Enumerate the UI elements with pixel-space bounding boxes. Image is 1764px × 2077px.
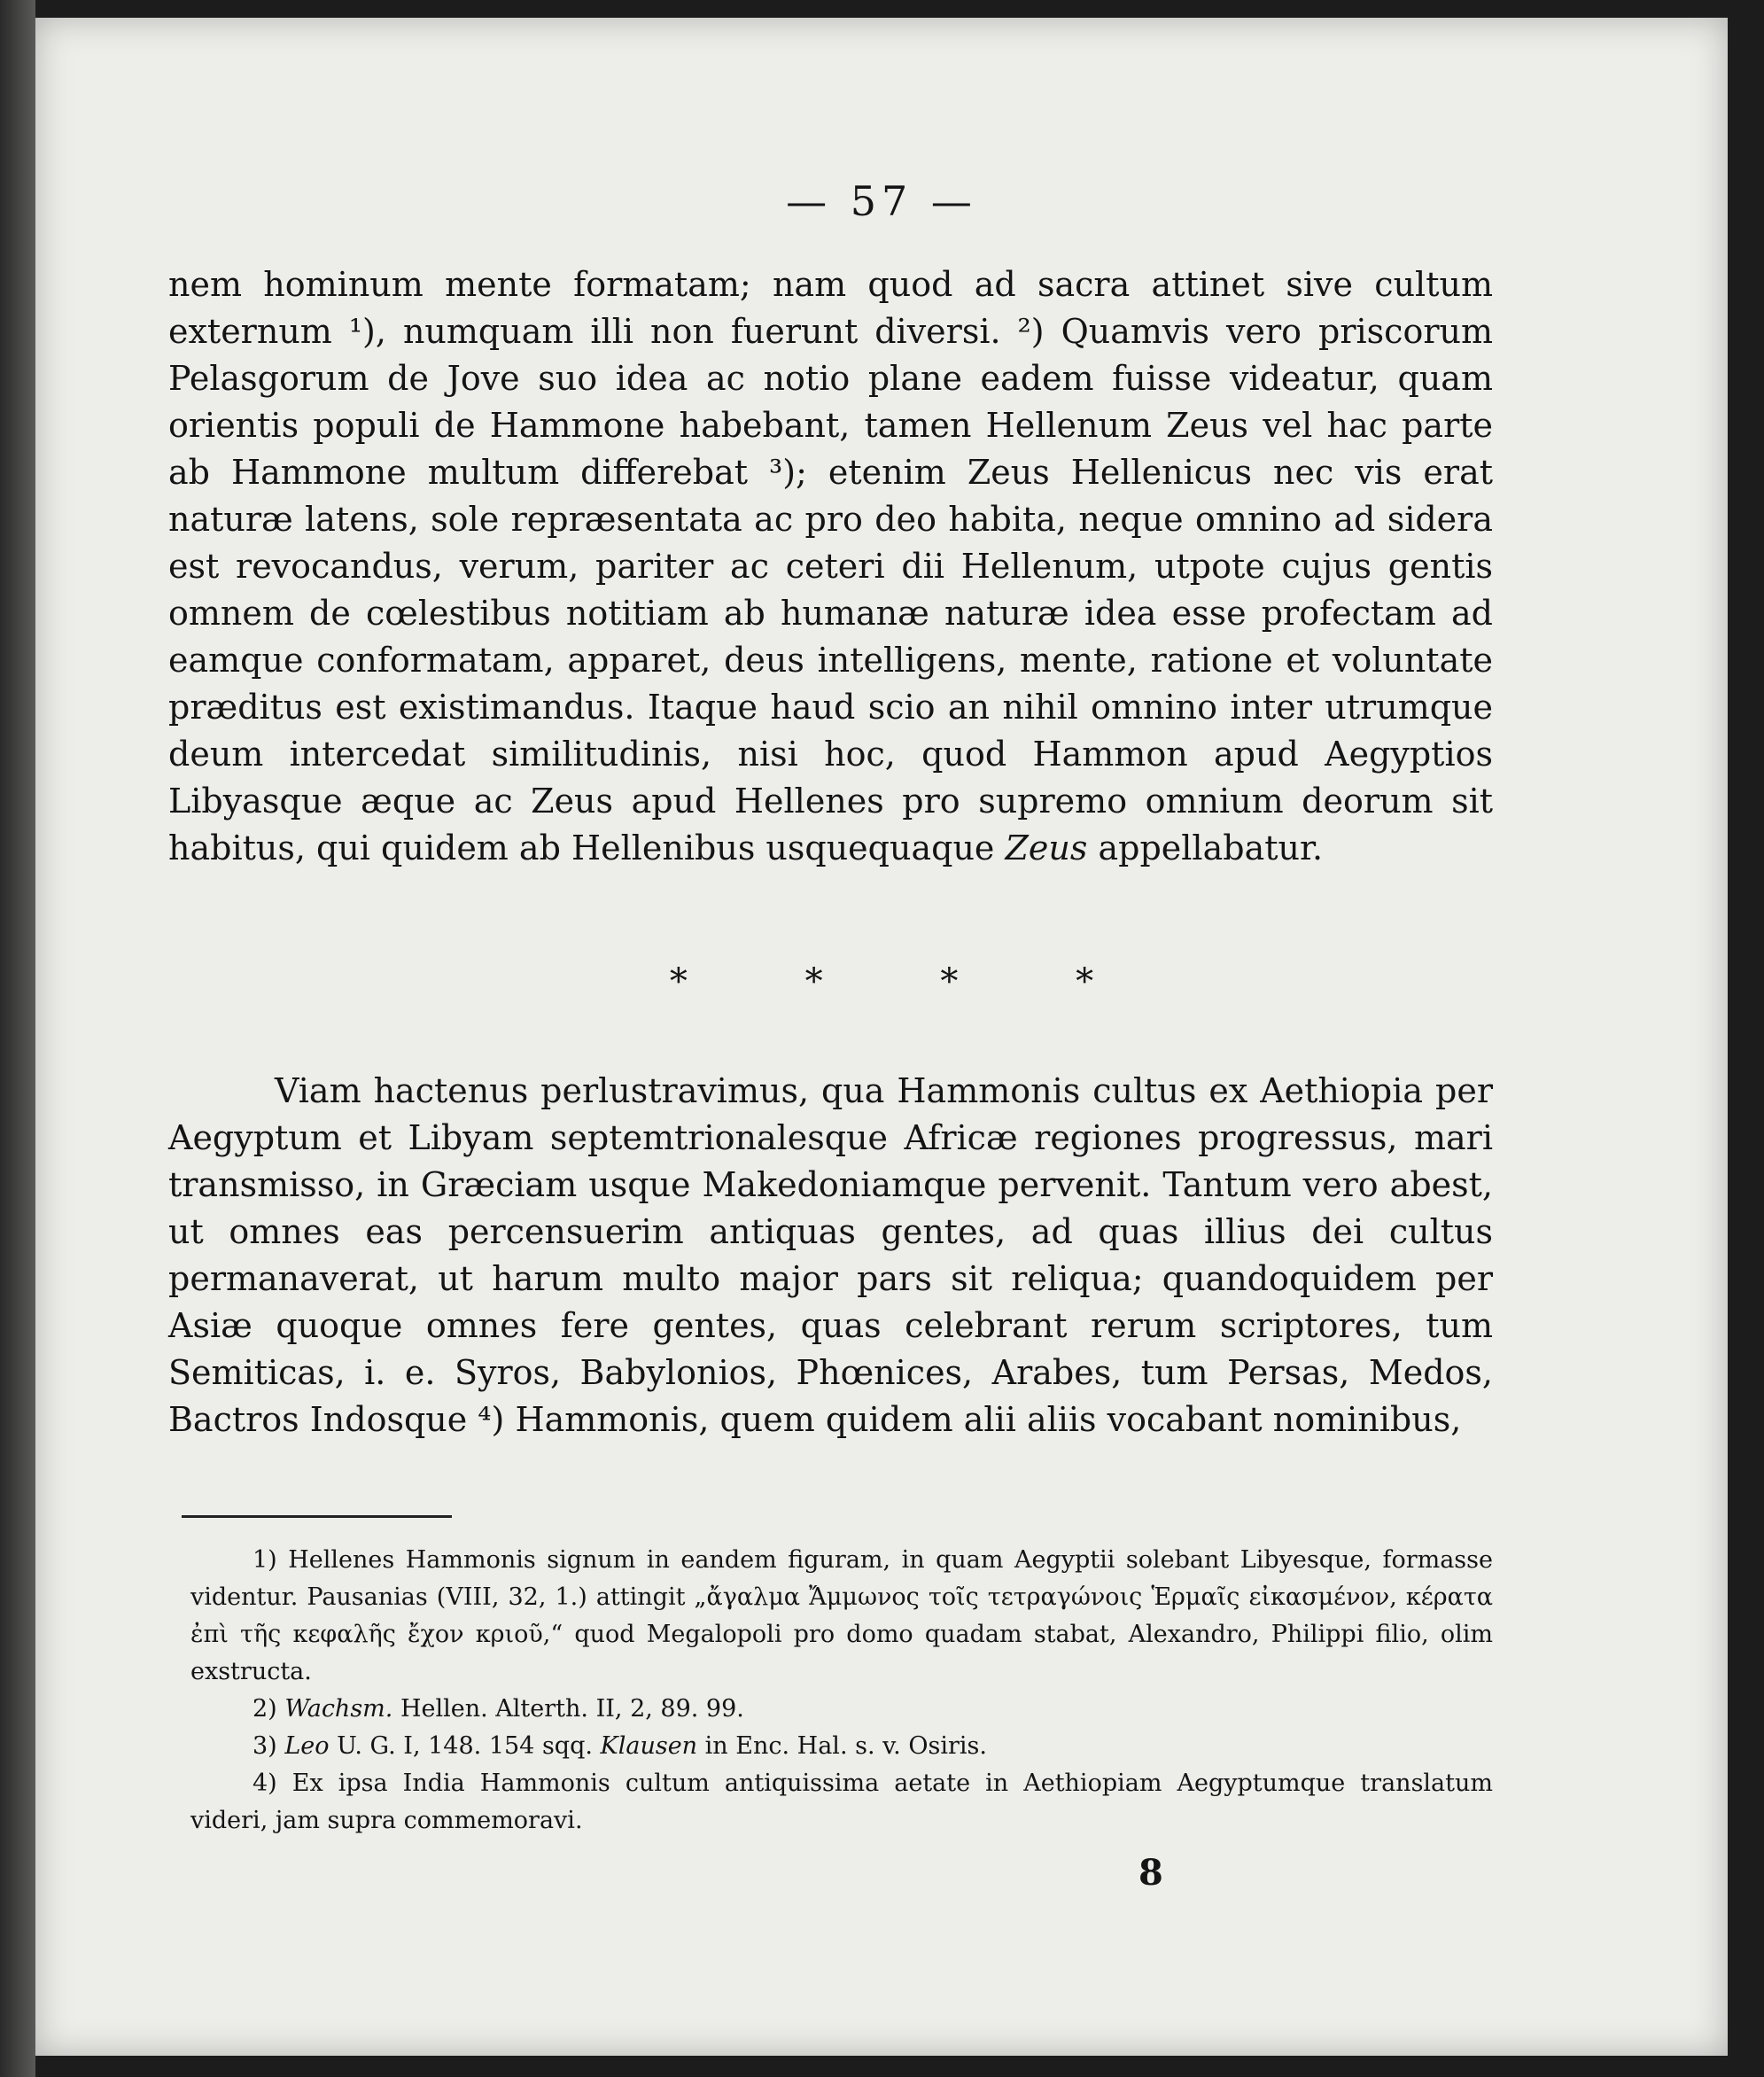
footnote-text-2: in Enc. Hal. s. v. Osiris.	[704, 1732, 987, 1760]
footnote-author: Leo	[284, 1732, 330, 1760]
paragraph-1-end: appellabatur.	[1098, 828, 1324, 867]
paragraph-1-italic: Zeus	[1005, 828, 1088, 867]
section-asterism: * * * *	[669, 961, 1094, 1002]
footnotes	[190, 1542, 1493, 1840]
footnote-text: U. G. I, 148. 154 sqq.	[337, 1732, 593, 1760]
paragraph-2-text: Viam hactenus perlustravimus, qua Hammonis cultus ex Aethiopia per Aegyptum et Libyam septemtrionalesque Africæ regiones progressus, mari transmisso, in Græciam usque Makedoniamque pervenit. Tantum vero abest, ut omnes eas percensuerim antiquas gentes, ad quas illius dei cultus permanaverat, ut harum multo major pars sit reliqua; quandoquidem per Asiæ quoque omnes fere gentes, quas celebrant rerum scriptores, tum Semiticas, i. e. Syros, Babylonios, Phœnices, Arabes, tum Persas, Medos, Bactros Indosque ⁴) Hammonis, quem quidem alii aliis vocabant nominibus,	[168, 1071, 1493, 1439]
footnote-number: 3)	[253, 1732, 277, 1760]
page-edge	[0, 0, 35, 2077]
footnote-2	[190, 1691, 1493, 1728]
book-page	[35, 18, 1728, 2056]
footnote-author-2: Klausen	[600, 1732, 698, 1760]
footnote-number: 1)	[253, 1546, 277, 1574]
footnote-text: Hellen. Alterth. II, 2, 89. 99.	[400, 1695, 744, 1723]
signature-mark: 8	[1138, 1852, 1163, 1894]
footnote-text: Hellenes Hammonis signum in eandem figuram, in quam Aegyptii solebant Libyesque, formasse videntur. Pausanias (VIII, 32, 1.) attingit „ἄγαλμα Ἄμμωνος τοῖς τετραγώνοις Ἑρμαῖς εἰκασμένον, κέρατα ἐπὶ τῆς κεφαλῆς ἔχον κριοῦ,“ quod Megalopoli pro domo quadam stabat, Alexandro, Philippi filio, olim exstructa.	[190, 1546, 1493, 1685]
paragraph-2	[168, 1068, 1493, 1443]
footnote-text: Ex ipsa India Hammonis cultum antiquissima aetate in Aethiopiam Aegyptumque translatum videri, jam supra commemoravi.	[190, 1770, 1493, 1834]
page-number: — 57 —	[786, 177, 977, 225]
footnote-4	[190, 1765, 1493, 1840]
footnote-1	[190, 1542, 1493, 1691]
footnote-number: 2)	[253, 1695, 277, 1723]
footnote-3	[190, 1728, 1493, 1765]
footnote-number: 4)	[253, 1770, 277, 1797]
paragraph-1	[168, 261, 1493, 872]
footnote-author: Wachsm.	[284, 1695, 393, 1723]
paragraph-1-text: nem hominum mente formatam; nam quod ad sacra attinet sive cultum externum ¹), numquam illi non fuerunt diversi. ²) Quamvis vero priscorum Pelasgorum de Jove suo idea ac notio plane eadem fuisse videatur, quam orientis populi de Hammone habebant, tamen Hellenum Zeus vel hac parte ab Hammone multum differebat ³); etenim Zeus Hellenicus nec vis erat naturæ latens, sole repræsentata ac pro deo habita, neque omnino ad sidera est revocandus, verum, pariter ac ceteri dii Hellenum, utpote cujus gentis omnem de cœlestibus notitiam ab humanæ naturæ idea esse profectam ad eamque conformatam, apparet, deus intelligens, mente, ratione et voluntate præditus est existimandus. Itaque haud scio an nihil omnino inter utrumque deum intercedat similitudinis, nisi hoc, quod Hammon apud Aegyptios Libyasque æque ac Zeus apud Hellenes pro supremo omnium deorum sit habitus, qui quidem ab Hellenibus usquequaque	[168, 265, 1493, 867]
footnote-rule	[182, 1515, 452, 1518]
